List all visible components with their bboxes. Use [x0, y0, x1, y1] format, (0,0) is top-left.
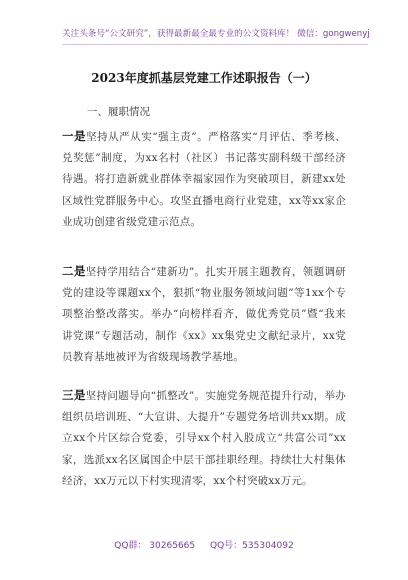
- paragraph-1-text: 坚持从严从实“强主责”。严格落实“月评估、季考核、兑奖惩”制度，为xx名村（社区）书记落实副科级干部经济待遇。将打造新就业群体幸福家园作为突破项目，新建xx处区域性党群服务中心。攻坚直播电商行业党建，xx等xx家企业成功创建省级党建示范点。: [62, 131, 346, 228]
- paragraph-1-lead: 一是: [62, 129, 87, 143]
- footer-qq-group: QQ群： 30265665: [114, 541, 196, 551]
- header-banner: 关注头条号“公文研究”，获得最新最全最专业的公文资料库！ 微信：gongwenyj: [62, 27, 368, 45]
- paragraph-2-text: 坚持学用结合“建新功”。扎实开展主题教育，领题调研党的建设等课题xx个，狠抓“物业服务领域问题”等1xx个专项整治整改落实。举办“向榜样看齐，做优秀党员”暨“我来讲党课”专题活动，制作《xx》xx集党史文献纪录片，xx党员教育基地被评为省级现场教学基地。: [62, 266, 346, 363]
- footer-qq-number: QQ号：535304092: [210, 541, 294, 551]
- paragraph-3: [62, 385, 346, 492]
- paragraph-3-text: 坚持问题导向“抓整改”。实施党务规范提升行动，举办组织员培训班、“大宣讲、大提升”专题党务培训共xx期。成立xx个片区综合党委，引导xx个村入股成立“共富公司”xx家，选派xx名区属国企中层干部挂职经理。持续壮大村集体经济，xx万元以下村实现清零，xx个村突破xx万元。: [62, 390, 346, 487]
- paragraph-2: [62, 261, 346, 368]
- paragraph-3-lead: 三是: [62, 388, 86, 402]
- document-title: 2023年度抓基层党建工作述职报告（一）: [91, 71, 317, 85]
- section-heading: 一、履职情况: [87, 106, 150, 118]
- paragraph-1: [62, 126, 346, 233]
- footer-contact: [0, 538, 408, 551]
- paragraph-2-lead: 二是: [62, 264, 86, 278]
